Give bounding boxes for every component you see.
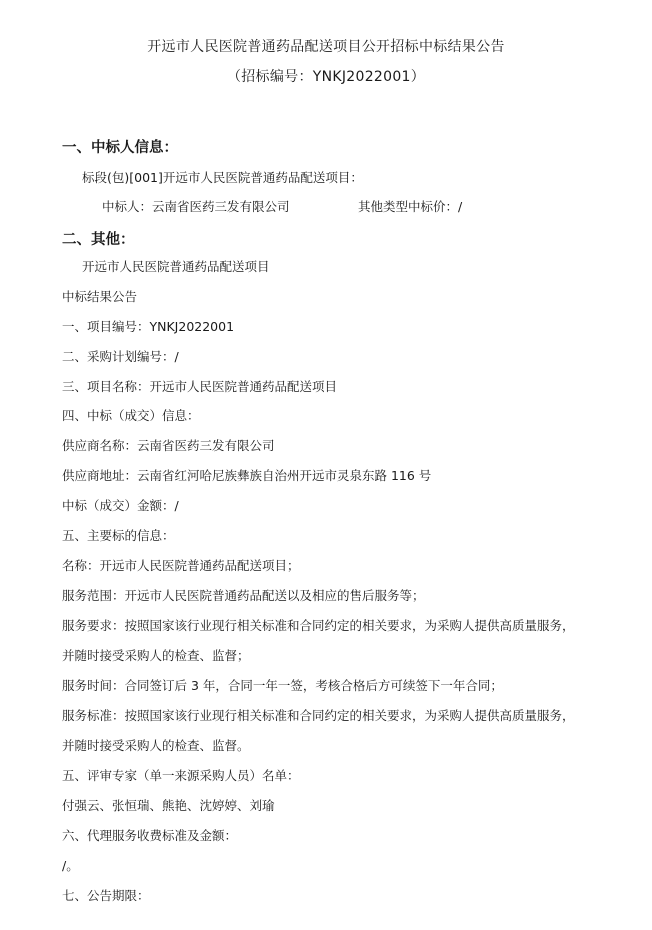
body-line: 并随时接受采购人的检查、监督； [62,648,250,663]
section-heading-winner: 一、中标人信息： [62,140,178,156]
body-line: 供应商名称：云南省医药三发有限公司 [62,438,275,453]
body-line: 七、公告期限： [62,888,150,903]
body-line: 四、中标（成交）信息： [62,408,200,423]
body-line: 中标（成交）金额：/ [62,498,179,513]
body-line: 开远市人民医院普通药品配送项目 [82,259,270,274]
winner-line: 中标人：云南省医药三发有限公司 [102,199,290,214]
document-title: 开远市人民医院普通药品配送项目公开招标中标结果公告 [147,39,505,55]
body-line: 一、项目编号：YNKJ2022001 [62,319,235,334]
tender-number: （招标编号：YNKJ2022001） [226,69,426,85]
lot-line: 标段(包)[001]开远市人民医院普通药品配送项目： [82,170,363,185]
body-line: 服务标准：按照国家该行业现行相关标准和合同约定的相关要求，为采购人提供高质量服务， [62,708,575,723]
section-heading-other: 二、其他： [62,232,135,248]
body-line: 服务时间：合同签订后 3 年，合同一年一签，考核合格后方可续签下一年合同； [62,678,503,693]
body-line: 服务范围：开远市人民医院普通药品配送以及相应的售后服务等； [62,588,425,603]
body-line: 五、评审专家（单一来源采购人员）名单： [62,768,300,783]
other-price-line: 其他类型中标价：/ [358,199,463,214]
body-line: 二、采购计划编号：/ [62,349,179,364]
body-line: 五、主要标的信息： [62,528,175,543]
body-line: 并随时接受采购人的检查、监督。 [62,738,250,753]
body-line: 中标结果公告 [62,289,138,304]
body-line: 供应商地址：云南省红河哈尼族彝族自治州开远市灵泉东路 116 号 [62,468,432,483]
body-line: 服务要求：按照国家该行业现行相关标准和合同约定的相关要求，为采购人提供高质量服务， [62,618,575,633]
body-line: 名称：开远市人民医院普通药品配送项目； [62,558,300,573]
body-line: 付强云、张恒瑞、熊艳、沈婷婷、刘瑜 [62,798,275,813]
body-line: /。 [62,858,79,873]
body-line: 三、项目名称：开远市人民医院普通药品配送项目 [62,379,338,394]
body-line: 六、代理服务收费标准及金额： [62,828,238,843]
